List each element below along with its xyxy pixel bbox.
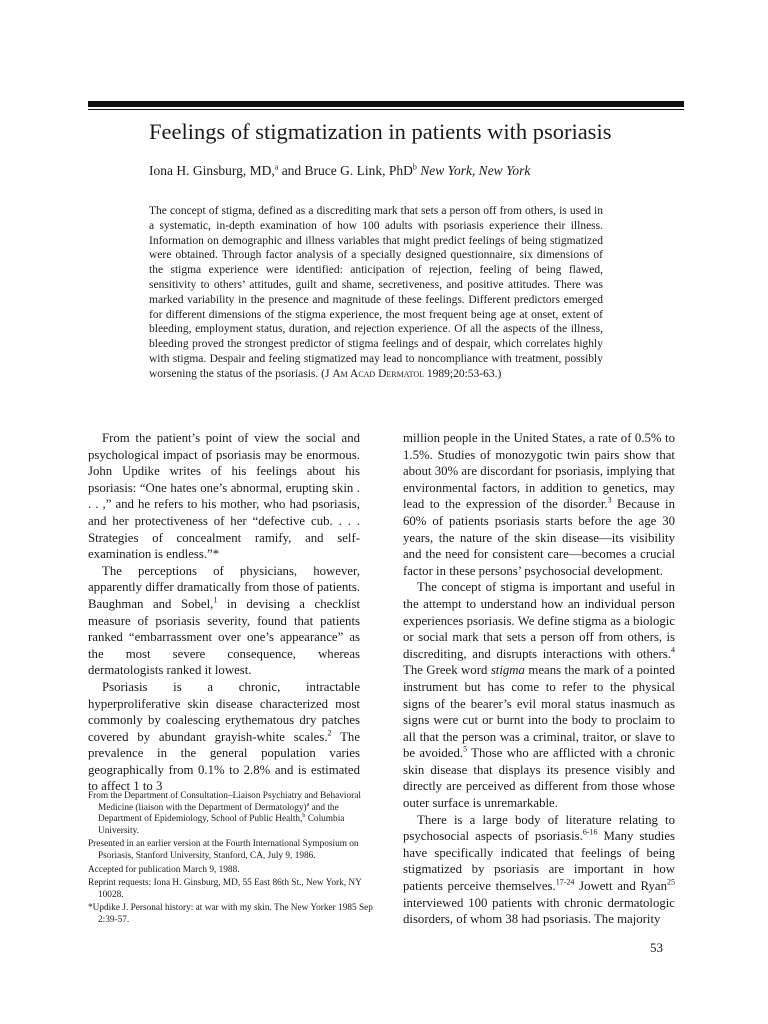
- paragraph-text: in devising a checklist measure of psoriasis severity, found that patients ranked “embarrassment over one’s appearance” as the most severe consequence, whereas dermatologists ranked it lowest.: [88, 596, 361, 678]
- body-paragraph: [88, 563, 360, 679]
- paragraph-text: interviewed 100 patients with chronic dermatologic disorders, of whom 38 had psoriasis. The majority: [403, 895, 675, 927]
- abstract-citation-open: (J: [318, 367, 333, 380]
- reference-mark: 2: [327, 728, 332, 738]
- paragraph-text: Many studies have specifically indicated that feelings of being stigmatized by psoriasis are important in how patients perceive themselves.: [403, 829, 675, 894]
- abstract-citation-journal: Am Acad Dermatol: [332, 367, 425, 380]
- body-paragraph: [403, 430, 675, 579]
- author-line: [149, 163, 689, 179]
- reference-mark: 5: [463, 745, 468, 755]
- paragraph-text: Those who are afflicted with a chronic skin disease that displays its presence visibly and directly are perceived as different from those whose outer surface is unremarkable.: [403, 746, 675, 811]
- footnote-affiliation: [88, 791, 378, 837]
- body-paragraph: [88, 679, 360, 795]
- page-number: 53: [650, 940, 663, 955]
- reference-mark: 1: [213, 595, 218, 605]
- footnote-text: Columbia University.: [98, 814, 345, 836]
- author-name: Iona H. Ginsburg, MD,: [149, 163, 275, 178]
- abstract-text: The concept of stigma, defined as a discrediting mark that sets a person off from others, is used in a systematic, in-depth examination of how 100 adults with psoriasis experience their illness. Information on demographic and illness variables that might predict feelings of being stigmatized were obtained. Through factor analysis of a specially designed questionnaire, six dimensions of the stigma experience were identified: anticipation of rejection, feeling of being flawed, sensitivity to others’ attitudes, guilt and shame, secretiveness, and positive attitudes. There was marked variability in the presence and magnitude of these feelings. Different predictors emerged for different dimensions of the stigma experience, the most frequent being age at onset, extent of bleeding, employment status, duration, and rejection experience. Of all the aspects of the illness, bleeding proved the strongest predictor of stigma feelings and of despair, which correlates highly with stigma. Despair and feeling stigmatized may lead to noncompliance with treatment, possibly worsening the status of the psoriasis.: [149, 205, 603, 380]
- reference-mark: 4: [671, 645, 675, 655]
- paragraph-text: There is a large body of literature relating to psychosocial aspects of psoriasis.: [403, 812, 675, 844]
- abstract: [149, 204, 603, 382]
- affiliation-mark: a: [306, 801, 310, 808]
- paragraph-text: The Greek word: [403, 663, 491, 678]
- body-column-right: [403, 430, 675, 928]
- paragraph-text: From the patient’s point of view the social and psychological impact of psoriasis may be enormous. John Updike writes of his feelings about his psoriasis: “One hates one’s abnormal, erupting skin . . . ,” and he refers to his mother, who had psoriasis, and her protectiveness of her “defective cub. . . . Strategies of concealment ramify, and self-examination is endless.”*: [88, 431, 360, 562]
- footnotes: [88, 791, 378, 929]
- paragraph-text: The prevalence in the general population varies geographically from 0.1% to 2.8% and is estimated to affect 1 to 3: [88, 729, 360, 794]
- paragraph-text: Because in 60% of patients psoriasis starts before the age 30 years, the nature of the skin disease—its visibility and the need for consistent care—becomes a crucial factor in these persons’ psychosocial development.: [403, 497, 675, 578]
- paragraph-text: Jowett and Ryan: [574, 879, 667, 894]
- footnote-reprints: Reprint requests: Iona H. Ginsburg, MD, 55 East 86th St., New York, NY 10028.: [88, 878, 362, 900]
- reference-mark: 17-24: [555, 877, 575, 887]
- footnote-presented: Presented in an earlier version at the Fourth International Symposium on Psoriasis, Stanford University, Stanford, CA, July 9, 1986.: [88, 839, 359, 861]
- article-title: Feelings of stigmatization in patients with psoriasis: [149, 119, 612, 144]
- author-affiliation-mark: b: [412, 162, 417, 172]
- paragraph-text: The concept of stigma is important and useful in the attempt to understand how an individual person experiences psoriasis. We define stigma as a biologic or social mark that sets a person off from others, is discrediting, and disrupts interactions with others.: [403, 580, 675, 661]
- italic-term: stigma: [490, 663, 525, 678]
- body-paragraph: [88, 430, 360, 563]
- footnote-text: and the Department of Epidemiology, School of Public Health,: [98, 802, 339, 825]
- header-rule-thick: [88, 101, 684, 107]
- paragraph-text: million people in the United States, a rate of 0.5% to 1.5%. Studies of monozygotic twin pairs show that about 30% are discordant for psoriasis, implying that environmental factors, in addition to genetics, may lead to the expression of the disorder.: [403, 431, 675, 512]
- paragraph-text: Psoriasis is a chronic, intractable hyperproliferative skin disease characterized most commonly by coalescing erythematous dry patches covered by abundant grayish-white scales.: [88, 679, 360, 744]
- author-name: and Bruce G. Link, PhD: [278, 163, 413, 178]
- footnote-text: From the Department of Consultation–Liaison Psychiatry and Behavioral Medicine (liaison with the Department of Dermatology): [88, 791, 361, 813]
- reference-mark: 25: [666, 877, 675, 887]
- footnote-accepted: Accepted for publication March 9, 1988.: [88, 864, 240, 875]
- footnote-updike: *Updike J. Personal history: at war with my skin. The New Yorker 1985 Sep 2:39-57.: [88, 903, 373, 925]
- abstract-citation-close: 1989;20:53-63.): [424, 367, 502, 380]
- reference-mark: 6-16: [582, 827, 598, 837]
- body-paragraph: [403, 812, 675, 928]
- body-column-left: [88, 430, 360, 795]
- body-paragraph: [403, 579, 675, 811]
- author-affiliation-mark: a: [274, 162, 279, 172]
- header-rule-thin: [88, 109, 684, 110]
- paragraph-text: means the mark of a pointed instrument but has come to refer to the physical signs of the bearer’s evil moral status inasmuch as signs were cut or burnt into the body to proclaim to all that the person was a criminal, traitor, or slave to be avoided.: [403, 663, 675, 761]
- affiliation-mark: b: [302, 813, 306, 820]
- paragraph-text: The perceptions of physicians, however, apparently differ dramatically from those of patients. Baughman and Sobel,: [88, 563, 360, 611]
- reference-mark: 3: [607, 496, 612, 506]
- author-location: New York, New York: [416, 163, 531, 178]
